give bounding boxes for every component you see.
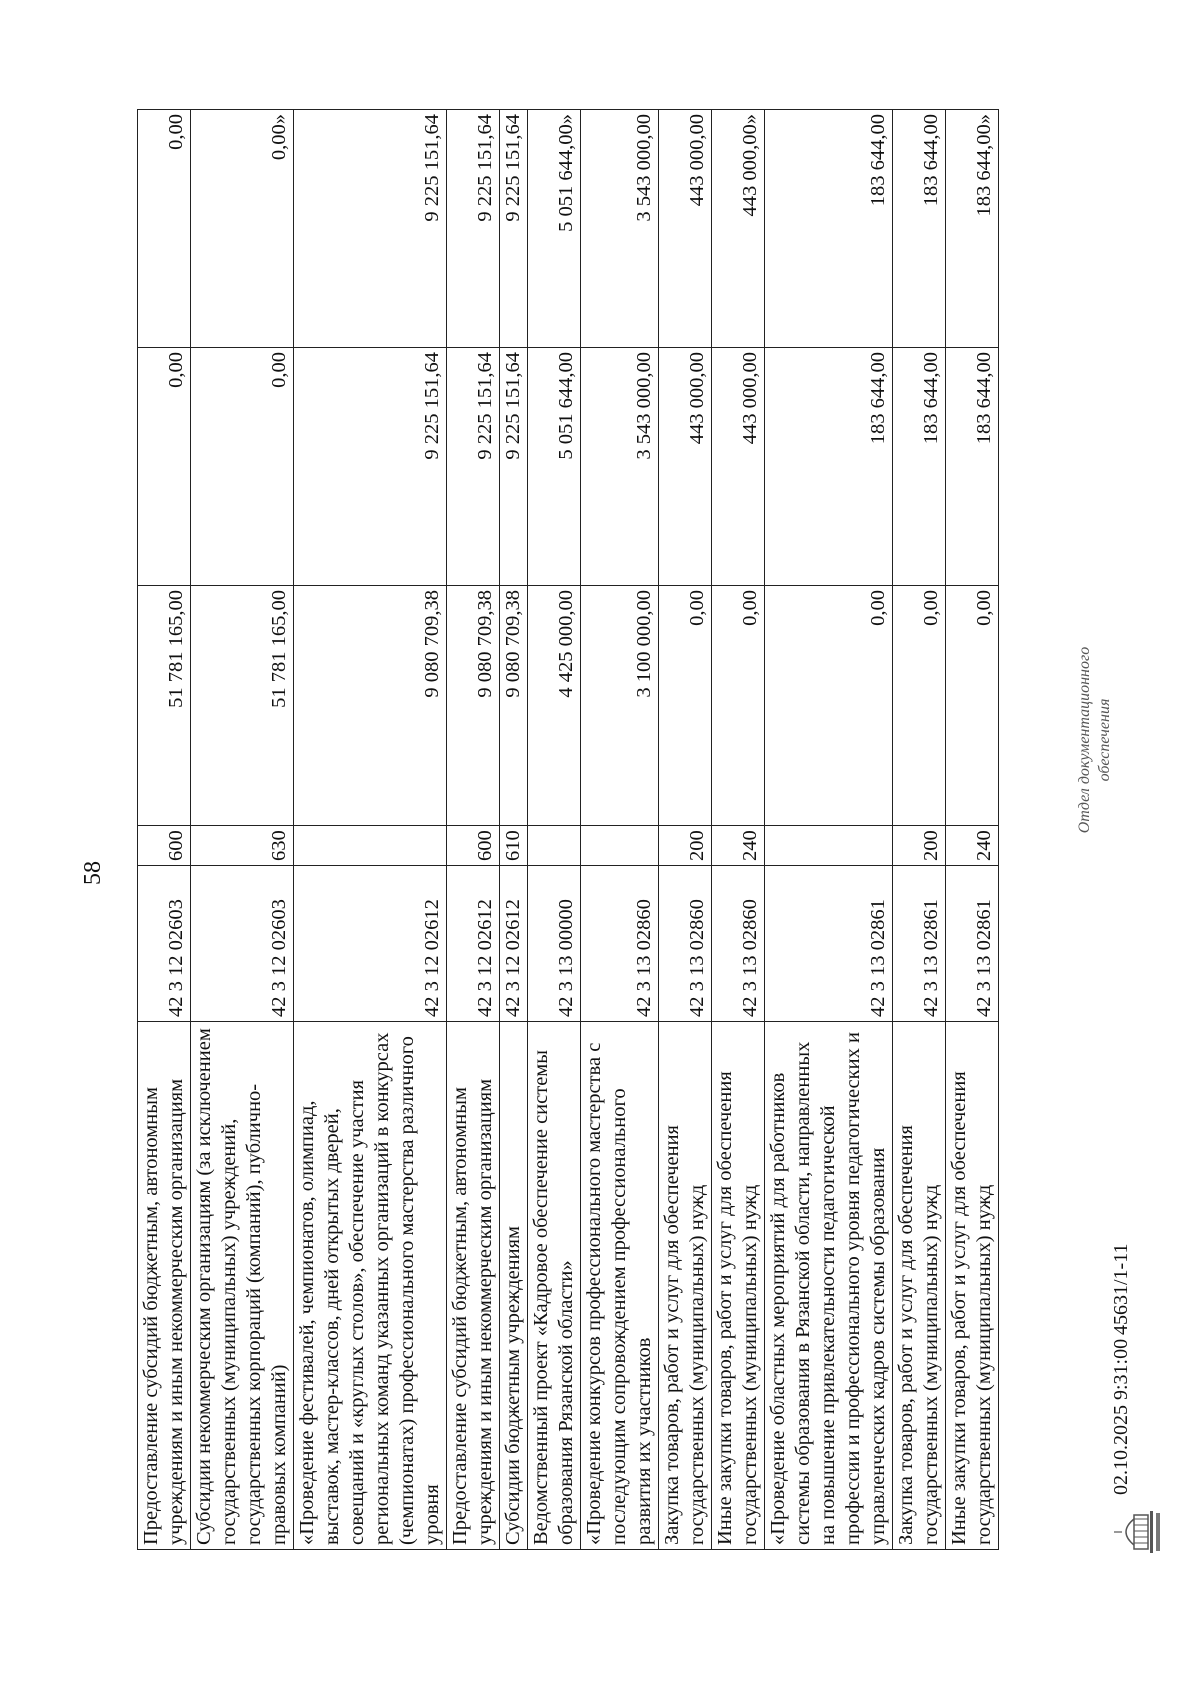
row-amount-2-cell: 9 225 151,64 [500, 348, 528, 586]
row-amount-2-cell: 9 225 151,64 [294, 348, 447, 586]
row-amount-3-cell: 443 000,00» [712, 110, 765, 348]
row-name-cell: «Проведение конкурсов профессионального мастерства с последующим сопровождением профессионального развития их участников [581, 1022, 659, 1550]
row-code-cell: 42 3 13 00000 [528, 866, 581, 1022]
row-code-cell: 42 3 12 02612 [447, 866, 500, 1022]
row-name-cell: Субсидии бюджетным учреждениям [500, 1022, 528, 1550]
row-amount-2-cell: 3 543 000,00 [581, 348, 659, 586]
budget-table [137, 109, 999, 1550]
row-amount-2-cell: 0,00 [191, 348, 294, 586]
row-expense-type-cell: 600 [138, 826, 191, 866]
table-row [765, 110, 893, 1550]
row-amount-2-cell: 183 644,00 [946, 348, 999, 586]
row-expense-type-cell: 630 [191, 826, 294, 866]
row-expense-type-cell: 600 [447, 826, 500, 866]
row-amount-2-cell: 443 000,00 [712, 348, 765, 586]
row-code-cell: 42 3 13 02861 [893, 866, 946, 1022]
table-row [893, 110, 946, 1550]
row-name-cell: Ведомственный проект «Кадровое обеспечение системы образования Рязанской области» [528, 1022, 581, 1550]
row-expense-type-cell: 240 [712, 826, 765, 866]
row-code-cell: 42 3 13 02861 [765, 866, 893, 1022]
row-expense-type-cell [528, 826, 581, 866]
row-amount-3-cell: 183 644,00 [893, 110, 946, 348]
row-amount-2-cell: 9 225 151,64 [447, 348, 500, 586]
row-amount-1-cell: 0,00 [712, 586, 765, 826]
table-row [659, 110, 712, 1550]
table-row [138, 110, 191, 1550]
row-name-cell: Предоставление субсидий бюджетным, автономным учреждениям и иным некоммерческим организациям [447, 1022, 500, 1550]
row-amount-1-cell: 51 781 165,00 [191, 586, 294, 826]
row-expense-type-cell [765, 826, 893, 866]
row-amount-1-cell: 0,00 [765, 586, 893, 826]
row-expense-type-cell [581, 826, 659, 866]
duma-emblem-icon [1110, 1509, 1164, 1555]
table-row [500, 110, 528, 1550]
row-amount-1-cell: 51 781 165,00 [138, 586, 191, 826]
row-code-cell: 42 3 12 02603 [138, 866, 191, 1022]
row-code-cell: 42 3 12 02603 [191, 866, 294, 1022]
row-amount-1-cell: 4 425 000,00 [528, 586, 581, 826]
row-name-cell: «Проведение областных мероприятий для работников системы образования в Рязанской области, направленных на повышение привлекательности педагогической профессии и профессионального уровня педагогических и управленческих кадров системы образования [765, 1022, 893, 1550]
row-amount-1-cell: 0,00 [946, 586, 999, 826]
row-code-cell: 42 3 13 02860 [712, 866, 765, 1022]
row-amount-1-cell: 9 080 709,38 [500, 586, 528, 826]
row-expense-type-cell: 200 [893, 826, 946, 866]
row-amount-3-cell: 0,00 [138, 110, 191, 348]
row-amount-2-cell: 183 644,00 [893, 348, 946, 586]
row-name-cell: Закупка товаров, работ и услуг для обеспечения государственных (муниципальных) нужд [893, 1022, 946, 1550]
table-row [946, 110, 999, 1550]
table-row [294, 110, 447, 1550]
row-name-cell: Закупка товаров, работ и услуг для обеспечения государственных (муниципальных) нужд [659, 1022, 712, 1550]
row-code-cell: 42 3 13 02861 [946, 866, 999, 1022]
row-amount-2-cell: 183 644,00 [765, 348, 893, 586]
row-amount-3-cell: 443 000,00 [659, 110, 712, 348]
row-amount-1-cell: 9 080 709,38 [447, 586, 500, 826]
footer-document-number: 45631/1-11 [1110, 1243, 1132, 1335]
row-amount-3-cell: 0,00» [191, 110, 294, 348]
page-number: 58 [80, 861, 106, 885]
table-row [712, 110, 765, 1550]
row-amount-1-cell: 0,00 [659, 586, 712, 826]
table-row [447, 110, 500, 1550]
row-amount-1-cell: 3 100 000,00 [581, 586, 659, 826]
row-name-cell: Иные закупки товаров, работ и услуг для обеспечения государственных (муниципальных) нужд [946, 1022, 999, 1550]
row-amount-3-cell: 9 225 151,64 [447, 110, 500, 348]
row-expense-type-cell: 200 [659, 826, 712, 866]
row-amount-2-cell: 5 051 644,00 [528, 348, 581, 586]
row-amount-3-cell: 183 644,00 [765, 110, 893, 348]
row-name-cell: Иные закупки товаров, работ и услуг для обеспечения государственных (муниципальных) нужд [712, 1022, 765, 1550]
table-row [581, 110, 659, 1550]
row-code-cell: 42 3 12 02612 [294, 866, 447, 1022]
row-amount-2-cell: 443 000,00 [659, 348, 712, 586]
row-amount-3-cell: 9 225 151,64 [294, 110, 447, 348]
row-name-cell: «Проведение фестивалей, чемпионатов, олимпиад, выставок, мастер-классов, дней открытых дверей, совещаний и «круглых столов», обеспечение участия региональных команд указанных организаций в конкурсах (чемпионатах) профессионального мастерства различного уровня [294, 1022, 447, 1550]
row-name-cell: Предоставление субсидий бюджетным, автономным учреждениям и иным некоммерческим организациям [138, 1022, 191, 1550]
table-row [528, 110, 581, 1550]
row-code-cell: 42 3 13 02860 [659, 866, 712, 1022]
row-amount-1-cell: 9 080 709,38 [294, 586, 447, 826]
row-amount-3-cell: 5 051 644,00» [528, 110, 581, 348]
row-amount-3-cell: 3 543 000,00 [581, 110, 659, 348]
row-amount-3-cell: 9 225 151,64 [500, 110, 528, 348]
row-expense-type-cell: 610 [500, 826, 528, 866]
row-code-cell: 42 3 13 02860 [581, 866, 659, 1022]
table-row [191, 110, 294, 1550]
row-code-cell: 42 3 12 02612 [500, 866, 528, 1022]
row-amount-1-cell: 0,00 [893, 586, 946, 826]
department-stamp: Отдел документационного обеспечения [1076, 646, 1113, 834]
row-amount-2-cell: 0,00 [138, 348, 191, 586]
row-expense-type-cell [294, 826, 447, 866]
row-name-cell: Субсидии некоммерческим организациям (за исключением государственных (муниципальных) учреждений, государственных корпораций (компаний), публично-правовых компаний) [191, 1022, 294, 1550]
row-amount-3-cell: 183 644,00» [946, 110, 999, 348]
row-expense-type-cell: 240 [946, 826, 999, 866]
footer-timestamp: 02.10.2025 9:31:00 [1110, 1338, 1132, 1495]
